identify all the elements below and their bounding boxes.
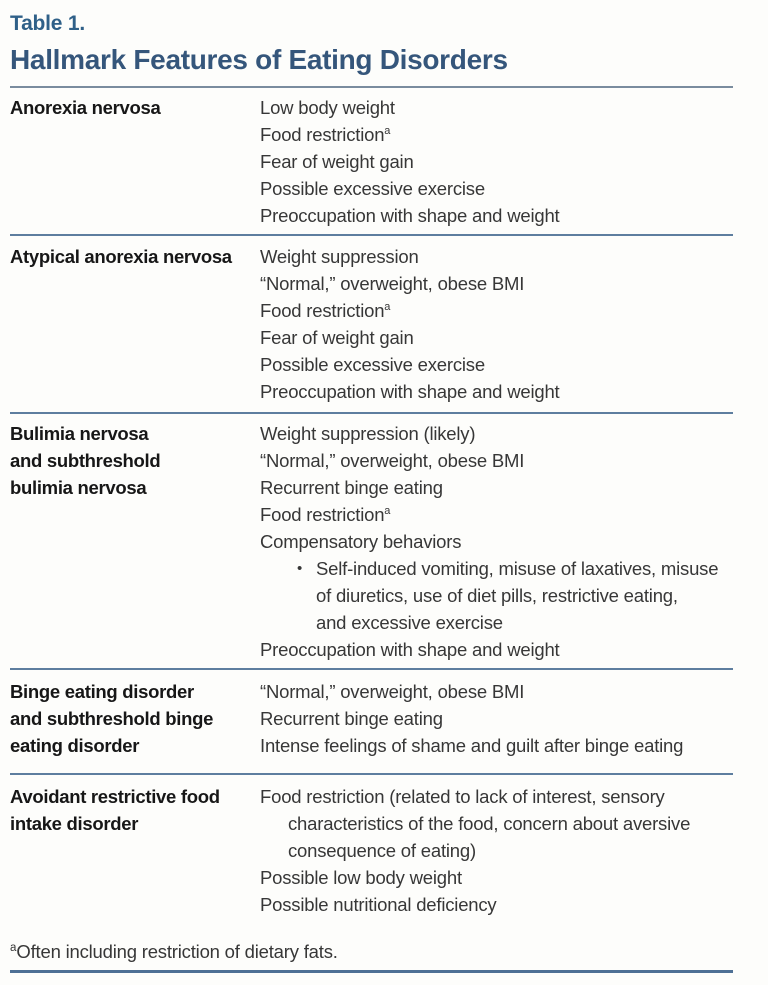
table-title: Hallmark Features of Eating Disorders — [10, 44, 508, 75]
disorder-name-cell — [10, 94, 260, 229]
feature-text: Preoccupation with shape and weight — [260, 205, 560, 226]
feature-text: Low body weight — [260, 97, 395, 118]
disorder-name-line: Bulimia nervosa — [10, 423, 149, 444]
disorder-name-line: Atypical anorexia nervosa — [10, 246, 232, 267]
disorder-name-line: bulimia nervosa — [10, 477, 147, 498]
feature-line — [260, 270, 733, 297]
feature-text: Recurrent binge eating — [260, 708, 443, 729]
footnote-marker: a — [10, 941, 17, 954]
feature-line — [260, 243, 733, 270]
features-cell — [260, 243, 733, 405]
disorder-name-line: and subthreshold binge — [10, 708, 214, 729]
feature-text: Fear of weight gain — [260, 151, 414, 172]
table-row — [10, 88, 733, 236]
feature-line — [260, 324, 733, 351]
table-footnote — [10, 940, 733, 964]
table-row — [10, 236, 733, 414]
disorder-name-line: Binge eating disorder — [10, 681, 194, 702]
feature-line — [260, 175, 733, 202]
table-row — [10, 670, 733, 775]
feature-line — [260, 501, 733, 528]
table-row — [10, 775, 733, 918]
feature-text: and excessive exercise — [316, 612, 503, 633]
feature-text: Possible excessive exercise — [260, 178, 485, 199]
feature-line — [260, 447, 733, 474]
feature-text: Possible nutritional deficiency — [260, 894, 497, 915]
feature-text: Food restriction — [260, 504, 385, 525]
feature-text: Recurrent binge eating — [260, 477, 443, 498]
feature-line — [260, 351, 733, 378]
feature-text: Preoccupation with shape and weight — [260, 639, 560, 660]
feature-text: consequence of eating) — [288, 840, 476, 861]
features-cell — [260, 678, 733, 759]
features-cell — [260, 783, 733, 918]
table-number-label: Table 1. — [10, 12, 86, 35]
features-cell — [260, 94, 733, 229]
feature-bullet-line — [260, 555, 733, 582]
feature-line — [260, 297, 733, 324]
feature-text: Food restriction — [260, 124, 385, 145]
footnote-ref: a — [384, 300, 391, 313]
table-body — [10, 88, 733, 918]
feature-text: Weight suppression — [260, 246, 419, 267]
feature-text: of diuretics, use of diet pills, restrictive eating, — [316, 585, 678, 606]
footnote-text: Often including restriction of dietary fats. — [16, 941, 338, 962]
disorder-name-cell — [10, 243, 260, 405]
feature-line — [260, 378, 733, 405]
bullet-icon: • — [297, 560, 303, 577]
disorder-name-cell — [10, 678, 260, 759]
feature-line — [260, 705, 733, 732]
feature-text: Preoccupation with shape and weight — [260, 381, 560, 402]
feature-line — [260, 678, 733, 705]
feature-line — [260, 810, 733, 837]
feature-text: Food restriction — [260, 300, 385, 321]
feature-line — [260, 864, 733, 891]
table-figure — [10, 0, 733, 973]
feature-text: Possible low body weight — [260, 867, 462, 888]
feature-text: Self-induced vomiting, misuse of laxatives, misuse — [316, 558, 719, 579]
feature-line — [260, 837, 733, 864]
table-row — [10, 414, 733, 670]
feature-line — [260, 582, 733, 609]
features-cell — [260, 420, 733, 663]
footnote-ref: a — [384, 504, 391, 517]
disorder-name-line: eating disorder — [10, 735, 140, 756]
footnote-ref: a — [384, 124, 391, 137]
feature-text: Possible excessive exercise — [260, 354, 485, 375]
feature-text: Compensatory behaviors — [260, 531, 462, 552]
feature-line — [260, 528, 733, 555]
disorder-name-cell — [10, 783, 260, 918]
feature-line — [260, 148, 733, 175]
feature-line — [260, 783, 733, 810]
disorder-name-line: Anorexia nervosa — [10, 97, 161, 118]
feature-line — [260, 609, 733, 636]
disorder-name-line: intake disorder — [10, 813, 139, 834]
feature-line — [260, 636, 733, 663]
disorder-name-cell — [10, 420, 260, 663]
feature-text: “Normal,” overweight, obese BMI — [260, 450, 525, 471]
feature-line — [260, 474, 733, 501]
feature-line — [260, 94, 733, 121]
feature-text: characteristics of the food, concern about aversive — [288, 813, 691, 834]
feature-text: Weight suppression (likely) — [260, 423, 476, 444]
disorder-name-line: Avoidant restrictive food — [10, 786, 220, 807]
feature-line — [260, 202, 733, 229]
feature-line — [260, 891, 733, 918]
feature-text: “Normal,” overweight, obese BMI — [260, 273, 525, 294]
feature-text: Food restriction (related to lack of interest, sensory — [260, 786, 665, 807]
feature-line — [260, 121, 733, 148]
feature-text: “Normal,” overweight, obese BMI — [260, 681, 525, 702]
feature-text: Intense feelings of shame and guilt after binge eating — [260, 735, 684, 756]
feature-text: Fear of weight gain — [260, 327, 414, 348]
feature-line — [260, 420, 733, 447]
feature-line — [260, 732, 733, 759]
bottom-rule — [10, 970, 733, 973]
disorder-name-line: and subthreshold — [10, 450, 161, 471]
